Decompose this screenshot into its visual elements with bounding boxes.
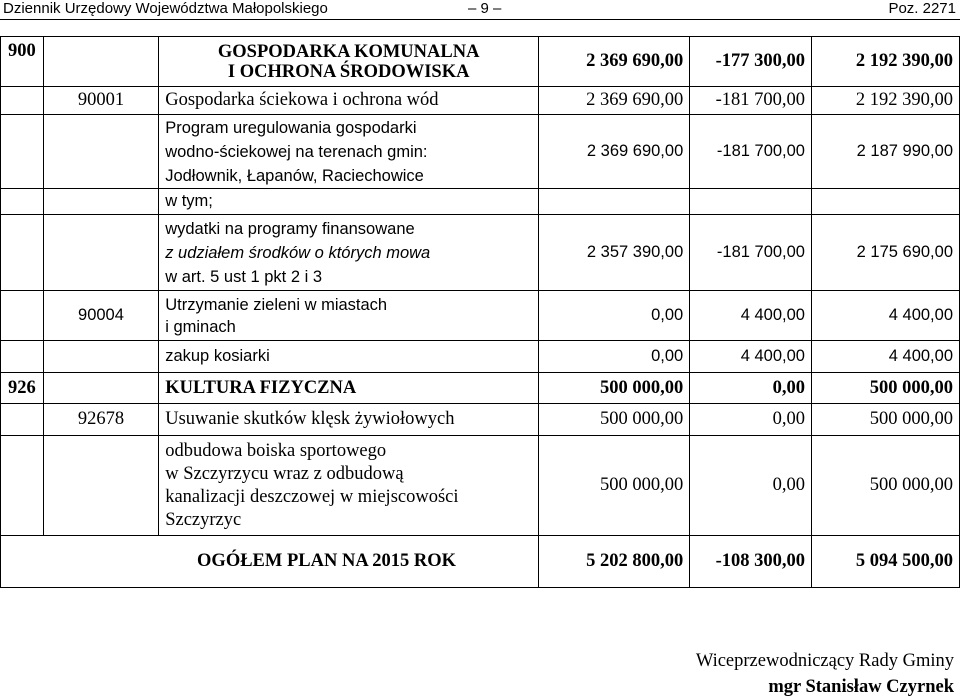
value-after: 500 000,00 — [811, 404, 959, 436]
value-plan: 0,00 — [539, 341, 690, 373]
subsection-code — [43, 373, 158, 404]
value-change: 4 400,00 — [690, 341, 812, 373]
value-plan: 500 000,00 — [539, 373, 690, 404]
position-number: Poz. 2271 — [888, 0, 956, 17]
item-name-line: wydatki na programy finansowane — [165, 219, 415, 238]
subsection-code — [43, 37, 158, 87]
value-change: 0,00 — [690, 404, 812, 436]
table-row — [1, 115, 960, 189]
item-name — [159, 115, 539, 189]
item-name: zakup kosiarki — [159, 341, 539, 373]
table-row — [1, 373, 960, 404]
item-name — [159, 291, 539, 341]
value-after: 2 187 990,00 — [811, 115, 959, 189]
subsection-code — [43, 436, 158, 536]
value-plan: 2 369 690,00 — [539, 115, 690, 189]
item-name-line: Program uregulowania gospodarki — [165, 118, 417, 137]
subsection-code — [43, 189, 158, 215]
signatory-title: Wiceprzewodniczący Rady Gminy — [695, 651, 954, 671]
total-plan: 5 202 800,00 — [539, 536, 690, 588]
total-after: 5 094 500,00 — [811, 536, 959, 588]
value-after: 500 000,00 — [811, 373, 959, 404]
value-change: -181 700,00 — [690, 87, 812, 115]
item-name-line: Szczyrzyc — [165, 509, 242, 530]
item-name-line: wodno-ściekowej na terenach gmin: — [165, 142, 428, 161]
value-plan — [539, 189, 690, 215]
section-code: 900 — [1, 37, 44, 87]
section-code — [1, 436, 44, 536]
budget-table — [0, 36, 960, 588]
item-name — [159, 215, 539, 291]
value-plan: 2 369 690,00 — [539, 87, 690, 115]
section-code: 926 — [1, 373, 44, 404]
table-row — [1, 189, 960, 215]
value-plan: 2 369 690,00 — [539, 37, 690, 87]
section-code — [1, 341, 44, 373]
table-row — [1, 215, 960, 291]
item-name-line: w art. 5 ust 1 pkt 2 i 3 — [165, 267, 323, 286]
item-name-line: GOSPODARKA KOMUNALNA — [217, 41, 480, 62]
value-after: 4 400,00 — [811, 291, 959, 341]
page-number: – 9 – — [468, 0, 502, 17]
value-change — [690, 189, 812, 215]
value-change: 0,00 — [690, 373, 812, 404]
subsection-code — [43, 115, 158, 189]
table-row — [1, 37, 960, 87]
subsection-code: 92678 — [43, 404, 158, 436]
item-name-line: z udziałem środków o których mowa — [165, 243, 431, 262]
item-name-line: odbudowa boiska sportowego — [165, 440, 387, 461]
value-change: -181 700,00 — [690, 215, 812, 291]
subsection-code — [43, 215, 158, 291]
table-row — [1, 291, 960, 341]
item-name: w tym; — [159, 189, 539, 215]
value-after: 2 192 390,00 — [811, 87, 959, 115]
item-name-line: Utrzymanie zieleni w miastach — [165, 295, 388, 314]
value-plan: 2 357 390,00 — [539, 215, 690, 291]
table-row — [1, 404, 960, 436]
value-after: 2 192 390,00 — [811, 37, 959, 87]
section-code — [1, 115, 44, 189]
value-plan: 500 000,00 — [539, 436, 690, 536]
value-change: 0,00 — [690, 436, 812, 536]
item-name-line: kanalizacji deszczowej w miejscowości — [165, 486, 459, 507]
value-after — [811, 189, 959, 215]
subsection-code — [43, 341, 158, 373]
item-name — [159, 37, 539, 87]
value-plan: 0,00 — [539, 291, 690, 341]
item-name: KULTURA FIZYCZNA — [159, 373, 539, 404]
section-code — [1, 291, 44, 341]
item-name-line: w Szczyrzycu wraz z odbudową — [165, 463, 404, 484]
subsection-code: 90004 — [43, 291, 158, 341]
table-row — [1, 87, 960, 115]
value-change: 4 400,00 — [690, 291, 812, 341]
header-rule — [0, 19, 960, 20]
total-label: OGÓŁEM PLAN NA 2015 ROK — [1, 536, 539, 588]
table-row — [1, 341, 960, 373]
item-name-line: i gminach — [165, 317, 236, 336]
item-name — [159, 436, 539, 536]
value-after: 2 175 690,00 — [811, 215, 959, 291]
section-code — [1, 404, 44, 436]
table-row — [1, 436, 960, 536]
subsection-code: 90001 — [43, 87, 158, 115]
total-row — [1, 536, 960, 588]
section-code — [1, 189, 44, 215]
value-change: -181 700,00 — [690, 115, 812, 189]
item-name: Usuwanie skutków klęsk żywiołowych — [159, 404, 539, 436]
value-after: 500 000,00 — [811, 436, 959, 536]
value-plan: 500 000,00 — [539, 404, 690, 436]
section-code — [1, 215, 44, 291]
page-header — [0, 0, 960, 22]
signatory-name: mgr Stanisław Czyrnek — [768, 677, 954, 696]
item-name-line: Jodłownik, Łapanów, Raciechowice — [165, 166, 424, 185]
value-after: 4 400,00 — [811, 341, 959, 373]
total-change: -108 300,00 — [690, 536, 812, 588]
journal-title: Dziennik Urzędowy Województwa Małopolskiego — [3, 0, 328, 17]
section-code — [1, 87, 44, 115]
item-name: Gospodarka ściekowa i ochrona wód — [159, 87, 539, 115]
value-change: -177 300,00 — [690, 37, 812, 87]
item-name-line: I OCHRONA ŚRODOWISKA — [227, 61, 470, 82]
signature-block — [696, 648, 954, 696]
